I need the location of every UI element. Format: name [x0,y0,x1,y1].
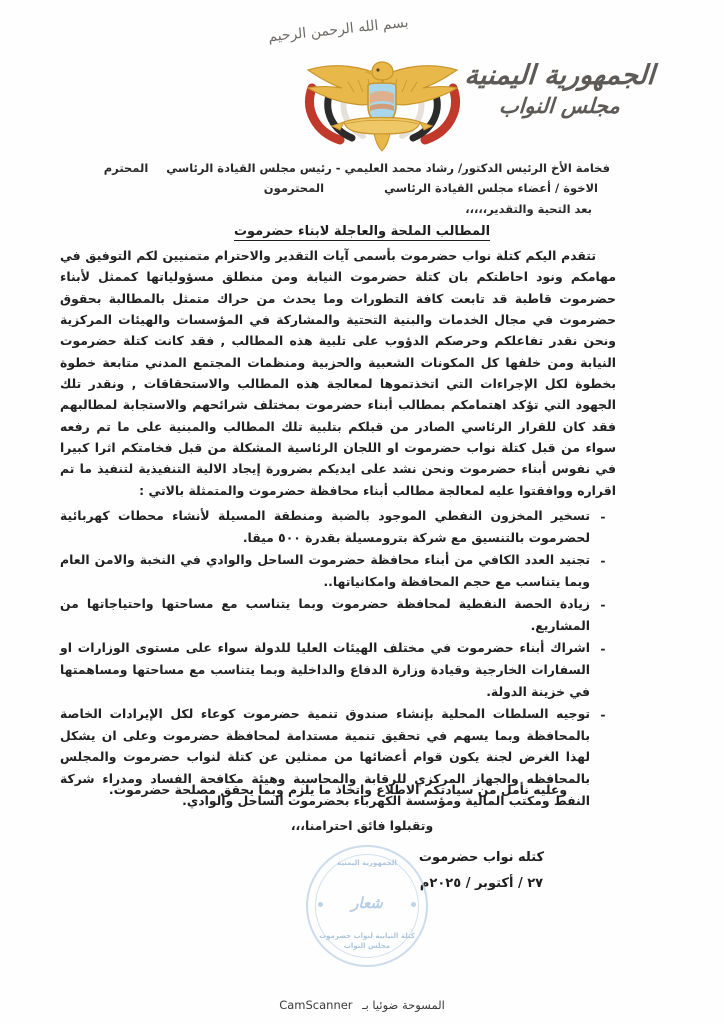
demands-list [60,505,616,812]
demand-text: تسخير المخزون النفطي الموجود بالضبة ومنطقة المسيلة لأنشاء محطات كهربائية لحضرموت بالتنسيق مع شركة بترومسيلة بقدرة ٥٠٠ ميقا. [60,508,590,545]
closing-note: وعليه نأمل من سيادتكم الاطلاع واتخاذ ما يلزم وبما يحقق مصلحة حضرموت. [108,782,568,797]
seal-center-emblem: شعار [351,894,383,912]
republic-title [452,62,667,117]
signature-date: ٢٧ / أكتوبر / ٢٠٢٥م [419,876,544,891]
address-main-3: بعد التحية والتقدير،،،،، [465,201,592,216]
signature-name: كتله نواب حضرموت [418,850,545,865]
address-line-president [64,158,616,178]
address-line-greeting [64,199,616,219]
address-block [64,158,616,219]
list-item [60,549,616,592]
demand-text: تجنيد العدد الكافي من أبناء محافظة حضرموت الساحل والوادي في النخبة والامن العام وبما يتناسب مع حجم المحافظة وامكانياتها.. [60,552,590,589]
seal-bottom-line-2: مجلس النواب [343,941,391,950]
demand-text: زيادة الحصة النفطية لمحافظة حضرموت وبما يتناسب مع مساحتها واحتياجاتها من المشاريع. [60,596,590,633]
bullet-dash-icon: - [600,597,606,613]
address-main-1: فخامة الأخ الرئيس الدكتور/ رشاد محمد العليمي - رئيس مجلس القيادة الرئاسي [166,161,610,175]
bullet-dash-icon: - [600,509,606,524]
subject-text: المطالب الملحة والعاجلة لابناء حضرموت [233,224,491,239]
address-honorific-1: المحترم [103,161,149,175]
basmala-text: بسم الله الرحمن الرحيم [267,14,410,46]
bullet-dash-icon: - [600,641,606,657]
address-main-2: الاخوة / أعضاء مجلس القيادة الرئاسي [384,181,598,196]
list-item [60,593,616,636]
list-item [60,505,616,548]
bullet-dash-icon: - [600,553,606,569]
letterhead [0,14,724,148]
parliament-name: مجلس النواب [498,94,621,119]
seal-bottom-text [308,932,426,951]
list-item [60,637,616,702]
demand-text: اشراك أبناء حضرموت في مختلف الهيئات العليا للدولة سواء على مستوى الوزارات او السفارات الخارجية وقيادة وزارة الدفاع والداخلية وبما يتناسب مع مساحتها ومساهمتها في خزينة الدولة. [60,640,590,699]
camscanner-footer [0,998,724,1012]
body-text [60,245,616,501]
scanned-label: المسوحة ضوئيا بـ [362,998,445,1012]
republic-name: الجمهورية اليمنية [463,60,656,91]
body-paragraph: تتقدم اليكم كتلة نواب حضرموت بأسمى آيات التقدير والاحترام متمنيين لكم التوفيق في مهامكم ونود احاطتكم بان كتلة حضرموت النيابة ومن منطلق مسؤولياتها كممثل لأبناء حضرموت قاطبة قد تابعت كافة التطورات وما يحدث من حراك متمثل بالمطالبة بحقوق حضرموت في مجال الخدمات والبنية التحتية والمشاركة في المؤسسات والهيئات المركزية ونحن نقدر تفاعلكم وحرصكم الدؤوب على تلبية هذه المطالب , فقد كانت كتلة حضرموت النيابة ومن خلفها كل المكونات الشعبية والحزبية ومنظمات المجتمع المدني متابعة خطوة بخطوة لكل الإجراءات التي اتخذتموها لمعالجة هذه المطالب والاستحقاقات , ونقدر تلك الجهود التي تؤكد اهتمامكم بمطالب أبناء حضرموت بمختلف شرائحهم والاستجابة لمطالبهم فقد كان للقرار الرئاسي الصادر من قبلكم بتلبية تلك المطالب والمبنية على ما تم رفعه سواء من قبل كتلة نواب حضرموت او اللجان الرئاسية المشكلة من قبل فخامتكم اثرا كبيرا في نفوس أبناء حضرموت ونحن نشد على ايديكم بضرورة إيجاد الالية التنفيذية لتنفيذ ما تم اقراره ووافقتوا عليه لمعالجة مطالب أبناء محافظة حضرموت والمتمثلة بالاتي : [60,248,616,498]
footer-separator [353,998,359,1012]
yemen-eagle-emblem [290,48,475,153]
official-seal-stamp [306,845,428,967]
address-honorific-2: المحترمون [263,181,325,196]
seal-top-text: الجمهورية اليمنية [337,859,397,867]
camscanner-brand: CamScanner [279,998,353,1012]
address-line-members [64,178,616,198]
bullet-dash-icon: - [600,707,606,723]
seal-bottom-line-1: كتلة النيابية لنواب حضرموت [319,932,415,941]
demand-text: توجيه السلطات المحلية بإنشاء صندوق تنمية حضرموت كوعاء لكل الإيرادات الخاصة بالمحافظة وبما يسهم في تحقيق تنمية مستدامة لمحافظة حضرموت وعلى ان يشكل لهذا الغرض لجنة يكون قوام أعضائها من ممثلين عن كتلة لنواب حضرموت والمجلس بالمحافظه والجهاز المركزي للرقابة والمحاسبة وهيئة مكافحة الفساد ومدراء شركة النفط ومكتب المالية ومؤسسة الكهرباء بحضرموت الساحل والوادي. [60,706,590,808]
subject-line [0,224,724,239]
regards-line: وتقبلوا فائق احترامنا،،، [290,818,434,833]
